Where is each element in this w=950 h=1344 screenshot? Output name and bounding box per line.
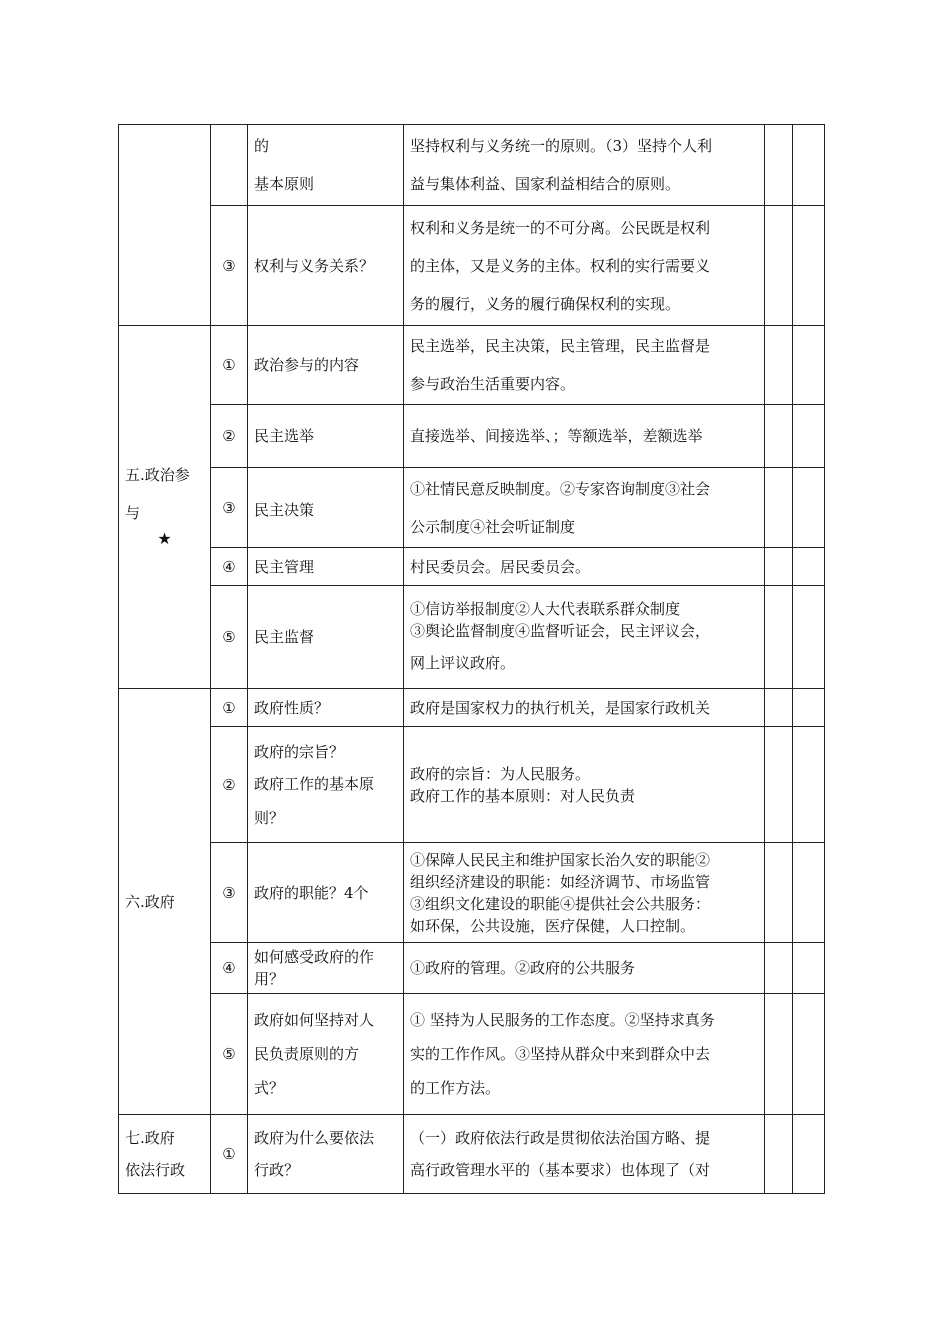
answer-text: 坚持权利与义务统一的原则。（3）坚持个人利 <box>410 137 713 155</box>
section-title: 五.政治参 <box>125 466 190 484</box>
blank-cell <box>793 1115 825 1194</box>
answer-cell: ①政府的管理。②政府的公共服务 <box>404 943 765 994</box>
answer-text: ①信访举报制度②人大代表联系群众制度 <box>410 600 681 618</box>
table-row <box>119 206 825 326</box>
question-cell: 政府性质？ <box>248 689 404 727</box>
answer-text: ① 坚持为人民服务的工作态度。②坚持求真务 <box>410 1011 715 1029</box>
answer-text: ③组织文化建设的职能④提供社会公共服务： <box>410 894 711 913</box>
section-title: 与 <box>125 504 141 522</box>
answer-text: 实的工作作风。③坚持从群众中来到群众中去 <box>410 1045 711 1063</box>
question-cell: 民主选举 <box>248 405 404 468</box>
blank-cell <box>765 548 793 586</box>
answer-cell: 直接选举、间接选举、；等额选举，差额选举 <box>404 405 765 468</box>
question-text: 行政？ <box>254 1161 300 1179</box>
question-text: 政府为什么要依法 <box>254 1129 375 1147</box>
answer-cell <box>404 468 765 548</box>
table-row <box>119 125 825 206</box>
row-number: ① <box>211 689 248 727</box>
question-cell <box>248 994 404 1115</box>
row-number: ⑤ <box>211 994 248 1115</box>
question-cell <box>248 943 404 994</box>
question-cell <box>248 1115 404 1194</box>
answer-text: 的工作方法。 <box>410 1079 501 1097</box>
row-number: ③ <box>211 468 248 548</box>
section-cell-continued <box>119 125 211 326</box>
blank-cell <box>793 727 825 843</box>
answer-text: 组织经济建设的职能：如经济调节、市场监管 <box>410 872 711 891</box>
blank-cell <box>765 125 793 206</box>
question-cell <box>248 727 404 843</box>
table-row <box>119 727 825 843</box>
row-number: ① <box>211 1115 248 1194</box>
question-text: 的 <box>254 137 270 155</box>
answer-text: 权利和义务是统一的不可分离。公民既是权利 <box>410 218 711 237</box>
question-cell: 政治参与的内容 <box>248 326 404 405</box>
blank-cell <box>793 994 825 1115</box>
blank-cell <box>793 468 825 548</box>
blank-cell <box>765 405 793 468</box>
blank-cell <box>793 843 825 943</box>
blank-cell <box>765 206 793 326</box>
content-table <box>118 124 825 1194</box>
table-row <box>119 326 825 405</box>
answer-text: 高行政管理水平的（基本要求）也体现了（对 <box>410 1161 711 1179</box>
row-number: ③ <box>211 843 248 943</box>
blank-cell <box>793 548 825 586</box>
blank-cell <box>793 326 825 405</box>
question-text: 政府如何坚持对人 <box>254 1011 375 1029</box>
question-cell: 政府的职能？4个 <box>248 843 404 943</box>
answer-text: ①保障人民民主和维护国家长治久安的职能② <box>410 850 711 869</box>
answer-text: （一）政府依法行政是贯彻依法治国方略、提 <box>410 1129 711 1147</box>
answer-text: 务的履行，义务的履行确保权利的实现。 <box>410 294 681 313</box>
answer-text: 网上评议政府。 <box>410 654 516 672</box>
blank-cell <box>765 727 793 843</box>
question-cell <box>248 125 404 206</box>
blank-cell <box>793 943 825 994</box>
question-text: 则？ <box>254 808 285 827</box>
table-row <box>119 405 825 468</box>
table-row <box>119 943 825 994</box>
answer-text: 政府的宗旨：为人民服务。 <box>410 764 591 783</box>
section-title: 依法行政 <box>125 1161 186 1179</box>
row-number: ④ <box>211 943 248 994</box>
row-number: ① <box>211 326 248 405</box>
answer-text: 参与政治生活重要内容。 <box>410 375 576 393</box>
row-number: ② <box>211 405 248 468</box>
blank-cell <box>765 943 793 994</box>
blank-cell <box>765 994 793 1115</box>
answer-text: 民主选举，民主决策，民主管理，民主监督是 <box>410 337 711 355</box>
answer-text: ①社情民意反映制度。②专家咨询制度③社会 <box>410 479 711 498</box>
blank-cell <box>765 586 793 689</box>
question-text: 用？ <box>254 970 285 988</box>
table-row <box>119 586 825 689</box>
answer-text: 的主体，又是义务的主体。权利的实行需要义 <box>410 256 711 275</box>
row-number: ④ <box>211 548 248 586</box>
answer-cell <box>404 586 765 689</box>
answer-text: 如环保，公共设施，医疗保健，人口控制。 <box>410 916 696 935</box>
answer-cell <box>404 125 765 206</box>
answer-text: 益与集体利益、国家利益相结合的原则。 <box>410 175 681 193</box>
table-row <box>119 468 825 548</box>
answer-text: ③舆论监督制度④监督听证会，民主评议会， <box>410 622 711 640</box>
question-text: 如何感受政府的作 <box>254 948 375 966</box>
question-text: 政府工作的基本原 <box>254 774 375 793</box>
question-cell: 权利与义务关系？ <box>248 206 404 326</box>
blank-cell <box>765 1115 793 1194</box>
star-icon: ★ <box>157 529 172 548</box>
answer-cell <box>404 1115 765 1194</box>
table-row <box>119 1115 825 1194</box>
question-cell: 民主监督 <box>248 586 404 689</box>
blank-cell <box>765 468 793 548</box>
blank-cell <box>765 689 793 727</box>
table-row <box>119 843 825 943</box>
answer-cell <box>404 326 765 405</box>
question-text: 基本原则 <box>254 175 315 193</box>
blank-cell <box>793 689 825 727</box>
question-text: 民负责原则的方 <box>254 1045 360 1063</box>
section-cell-government: 六.政府 <box>119 689 211 1115</box>
answer-text: 公示制度④社会听证制度 <box>410 517 576 536</box>
blank-cell <box>793 125 825 206</box>
answer-cell <box>404 727 765 843</box>
answer-cell <box>404 994 765 1115</box>
blank-cell <box>765 326 793 405</box>
section-cell-political-participation <box>119 326 211 689</box>
question-text: 政府的宗旨？ <box>254 742 345 761</box>
section-cell-lawful-administration <box>119 1115 211 1194</box>
blank-cell <box>793 586 825 689</box>
blank-cell <box>793 206 825 326</box>
row-number: ② <box>211 727 248 843</box>
table-row <box>119 548 825 586</box>
answer-cell: 村民委员会。居民委员会。 <box>404 548 765 586</box>
blank-cell <box>765 843 793 943</box>
table-row <box>119 994 825 1115</box>
answer-cell: 政府是国家权力的执行机关，是国家行政机关 <box>404 689 765 727</box>
question-text: 式？ <box>254 1079 285 1097</box>
row-number <box>211 125 248 206</box>
row-number: ⑤ <box>211 586 248 689</box>
question-cell: 民主决策 <box>248 468 404 548</box>
blank-cell <box>793 405 825 468</box>
section-title: 七.政府 <box>125 1129 175 1147</box>
answer-cell <box>404 206 765 326</box>
answer-text: 政府工作的基本原则：对人民负责 <box>410 786 636 805</box>
answer-cell <box>404 843 765 943</box>
row-number: ③ <box>211 206 248 326</box>
table-row <box>119 689 825 727</box>
question-cell: 民主管理 <box>248 548 404 586</box>
